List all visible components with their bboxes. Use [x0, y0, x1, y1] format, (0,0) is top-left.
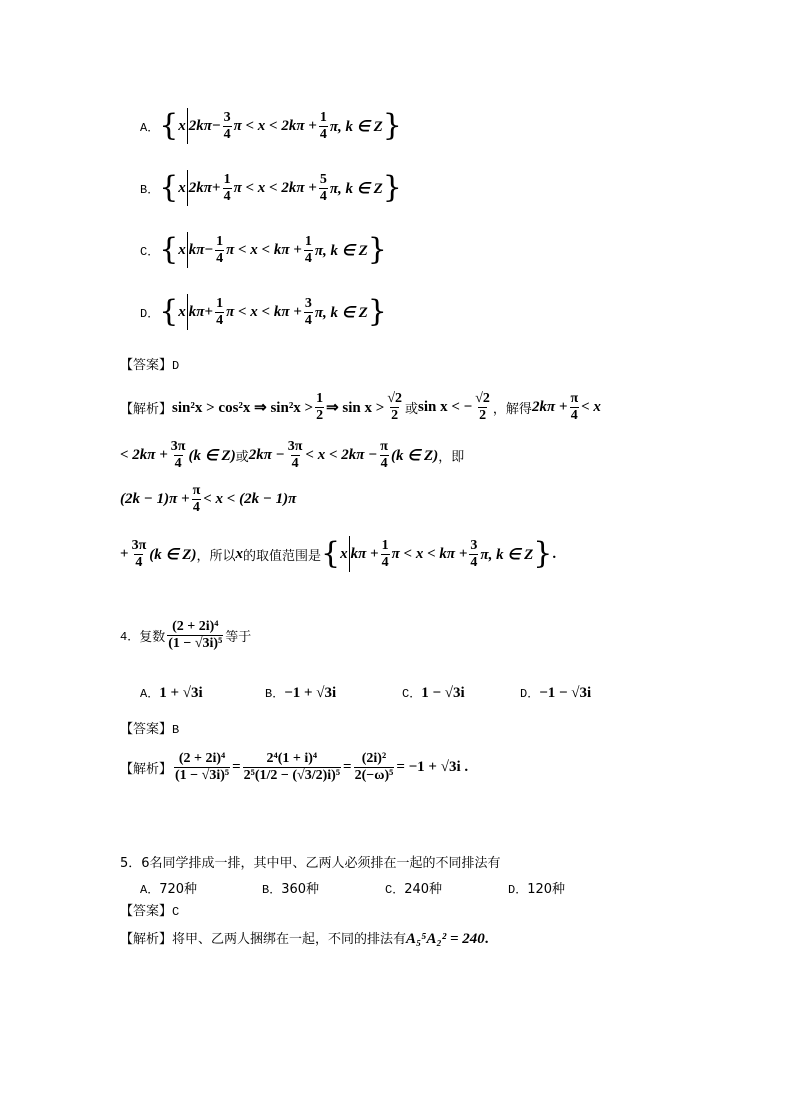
answer-value: D	[172, 359, 180, 373]
expr: π < x < 2kπ +	[233, 117, 317, 134]
expr: 2kπ	[188, 117, 212, 134]
denominator: 4	[470, 554, 478, 570]
q5-stem	[120, 852, 501, 871]
denominator: 4	[380, 456, 388, 471]
expr: π < x < kπ +	[226, 303, 302, 320]
right-brace: }	[533, 536, 553, 571]
q4-answer	[120, 718, 179, 737]
set-var: x	[178, 179, 186, 196]
expr: < x	[581, 399, 601, 415]
numerator: π	[570, 391, 579, 406]
expr: π, k ∈ Z	[314, 242, 368, 259]
fraction	[304, 235, 313, 266]
fraction	[243, 752, 341, 783]
fraction	[170, 440, 187, 471]
q3-analysis-line-3	[120, 484, 296, 515]
numerator: π	[192, 483, 201, 498]
numerator: 3	[470, 537, 478, 553]
answer-label: 【答案】	[120, 722, 173, 737]
q4-option-b	[265, 682, 336, 702]
option-label: D．	[508, 883, 528, 897]
expr: π, k ∈ Z	[329, 118, 383, 135]
option-value: 1 + √3i	[159, 685, 203, 701]
set-bar	[187, 294, 188, 330]
result: = −1 + √3i .	[396, 759, 469, 775]
option-label: D．	[140, 306, 160, 321]
denominator: 2	[391, 408, 399, 423]
fraction	[174, 752, 230, 783]
denominator: 4	[223, 126, 231, 142]
fraction	[215, 297, 224, 328]
denominator: 2	[479, 408, 487, 423]
q3-analysis-line-2	[120, 440, 464, 471]
expr: sin²x > cos²x ⇒ sin²x >	[172, 400, 314, 416]
expr: (k ∈ Z)	[149, 546, 197, 563]
right-brace: }	[367, 232, 387, 267]
expr: (k ∈ Z)	[188, 448, 236, 464]
expr: (k ∈ Z)	[390, 448, 439, 464]
left-brace: {	[159, 294, 179, 329]
q5-option-b	[262, 878, 319, 897]
numerator: (2 + 2i)⁴	[172, 619, 219, 634]
expr: x	[235, 545, 243, 562]
period: .	[484, 931, 489, 947]
q5-answer	[120, 900, 179, 919]
expr: 2kπ	[188, 179, 212, 196]
numerator: √2	[387, 391, 403, 406]
expr: +	[120, 545, 129, 562]
expr: 2kπ +	[531, 399, 568, 415]
option-value: −1 − √3i	[539, 685, 592, 701]
expr: sin x < −	[418, 399, 473, 415]
numerator: 3	[304, 295, 312, 311]
question-text: 复数	[139, 630, 166, 645]
numerator: 3π	[287, 439, 303, 454]
fraction	[304, 297, 313, 328]
fraction	[131, 539, 148, 570]
q4-analysis	[120, 752, 468, 783]
answer-label: 【答案】	[120, 358, 173, 373]
option-value: −1 + √3i	[284, 685, 337, 701]
text: ，所以	[196, 548, 236, 564]
fraction	[319, 173, 328, 204]
option-value: 120种	[527, 882, 566, 897]
fraction	[215, 235, 224, 266]
numerator: (2i)²	[361, 751, 387, 766]
answer-value: B	[172, 723, 180, 737]
analysis-label: 【解析】	[120, 762, 173, 777]
set-var: x	[178, 117, 186, 134]
equals: =	[232, 759, 241, 775]
denominator: 2⁵(1/2 − (√3/2)i)⁵	[243, 768, 341, 783]
option-value: 720种	[159, 882, 198, 897]
expr: < x < (2k − 1)π	[203, 491, 297, 507]
right-brace: }	[382, 108, 402, 143]
expr: kπ	[188, 303, 205, 320]
denominator: 4	[174, 456, 182, 471]
q3-answer	[120, 354, 179, 373]
option-value: 1 − √3i	[421, 685, 465, 701]
denominator: 2(−ω)⁵	[354, 768, 394, 783]
denominator: 4	[216, 250, 224, 266]
expr: π < x < kπ +	[391, 545, 468, 562]
text: 或	[405, 402, 419, 417]
expr: π, k ∈ Z	[329, 180, 383, 197]
fraction	[379, 440, 389, 471]
text: 的取值范围是	[242, 548, 321, 564]
analysis-label: 【解析】	[120, 402, 173, 417]
denominator: 4	[216, 312, 224, 328]
set-var: x	[340, 545, 348, 562]
numerator: 1	[316, 391, 324, 406]
analysis-label: 【解析】	[120, 932, 173, 947]
numerator: (2 + 2i)⁴	[178, 751, 226, 766]
left-brace: {	[159, 232, 179, 267]
operator: −	[212, 117, 221, 134]
answer-label: 【答案】	[120, 904, 173, 919]
q4-option-a	[140, 682, 203, 702]
set-bar	[187, 170, 188, 206]
right-brace: }	[367, 294, 387, 329]
denominator: 4	[319, 126, 327, 142]
option-label: A．	[140, 120, 160, 135]
option-label: C．	[140, 244, 160, 259]
q3-analysis-line-1	[120, 392, 601, 423]
numerator: 5	[319, 171, 327, 187]
equals: =	[343, 759, 352, 775]
fraction	[319, 111, 328, 142]
set-bar	[187, 232, 188, 268]
denominator: 4	[192, 500, 200, 515]
q3-option-d	[140, 294, 387, 330]
numerator: 2⁴(1 + i)⁴	[266, 751, 318, 766]
expr: (2k − 1)π +	[120, 491, 190, 507]
numerator: 3π	[131, 537, 147, 553]
option-label: C．	[402, 687, 422, 701]
numerator: 1	[216, 233, 224, 249]
set-var: x	[178, 303, 186, 320]
q5-analysis	[120, 928, 489, 948]
denominator: 4	[291, 456, 299, 471]
denominator: 4	[381, 554, 389, 570]
q4-option-d	[520, 682, 591, 702]
text: 或	[235, 450, 249, 465]
option-label: B．	[265, 687, 285, 701]
q3-option-c	[140, 232, 387, 268]
expr: < x < 2kπ −	[305, 447, 378, 463]
fraction	[287, 440, 304, 471]
fraction	[381, 539, 390, 570]
fraction	[167, 620, 223, 651]
denominator: (1 − √3i)⁵	[168, 636, 223, 651]
numerator: √2	[475, 391, 490, 406]
q3-analysis-line-4	[120, 536, 556, 572]
denominator: 4	[135, 554, 143, 570]
fraction	[315, 392, 324, 423]
question-text: 等于	[225, 630, 252, 645]
expr: π, k ∈ Z	[314, 304, 368, 321]
fraction	[569, 392, 579, 423]
q3-option-a	[140, 108, 402, 144]
expr: π < x < 2kπ +	[233, 179, 317, 196]
denominator: 4	[570, 408, 578, 423]
fraction	[223, 111, 232, 142]
expr: kπ	[188, 241, 205, 258]
set-bar	[349, 536, 350, 572]
fraction	[386, 392, 403, 423]
left-brace: {	[159, 108, 179, 143]
denominator: 4	[223, 188, 231, 204]
text: ，解得	[492, 402, 532, 417]
set-bar	[187, 108, 188, 144]
left-brace: {	[159, 170, 179, 205]
numerator: 1	[223, 171, 231, 187]
expr: π, k ∈ Z	[480, 546, 534, 563]
q5-option-c	[385, 878, 442, 897]
denominator: 4	[319, 188, 327, 204]
option-label: B．	[262, 883, 282, 897]
set-var: x	[178, 241, 186, 258]
option-label: A．	[140, 883, 160, 897]
analysis-text: 将甲、乙两人捆绑在一起，不同的排法有	[172, 932, 407, 947]
numerator: 3	[223, 109, 231, 125]
option-label: A．	[140, 687, 160, 701]
numerator: 1	[216, 295, 224, 311]
answer-value: C	[172, 905, 180, 919]
q3-option-b	[140, 170, 402, 206]
operator: −	[204, 241, 214, 258]
option-label: D．	[520, 687, 540, 701]
denominator: 2	[316, 408, 324, 423]
numerator: 1	[304, 233, 312, 249]
q5-option-a	[140, 878, 197, 897]
numerator: 3π	[170, 439, 186, 454]
question-text: 5．6名同学排成一排，其中甲、乙两人必须排在一起的不同排法有	[120, 856, 501, 871]
expr: 2kπ −	[248, 447, 285, 463]
right-brace: }	[382, 170, 402, 205]
q5-option-d	[508, 878, 565, 897]
q4-stem	[120, 620, 251, 651]
expr: ⇒ sin x >	[326, 400, 385, 416]
expr: < 2kπ +	[120, 447, 168, 463]
fraction	[469, 539, 478, 570]
fraction	[354, 752, 395, 783]
expr: kπ +	[350, 545, 379, 562]
denominator: (1 − √3i)⁵	[175, 768, 230, 783]
expr: π < x < kπ +	[226, 241, 302, 258]
formula: A₅⁵A₂² = 240	[406, 931, 485, 947]
numerator: 1	[319, 109, 327, 125]
numerator: 1	[381, 537, 389, 553]
fraction	[192, 484, 202, 515]
numerator: π	[380, 439, 388, 454]
option-label: C．	[385, 883, 405, 897]
fraction	[474, 392, 491, 423]
period: .	[552, 545, 557, 562]
denominator: 4	[304, 312, 312, 328]
operator: +	[204, 303, 214, 320]
option-value: 360种	[281, 882, 320, 897]
left-brace: {	[321, 536, 341, 571]
q4-option-c	[402, 682, 465, 702]
option-label: B．	[140, 182, 160, 197]
option-value: 240种	[404, 882, 443, 897]
denominator: 4	[304, 250, 312, 266]
question-number: 4．	[120, 630, 140, 644]
text: ，即	[438, 450, 465, 465]
fraction	[223, 173, 232, 204]
operator: +	[212, 179, 221, 196]
